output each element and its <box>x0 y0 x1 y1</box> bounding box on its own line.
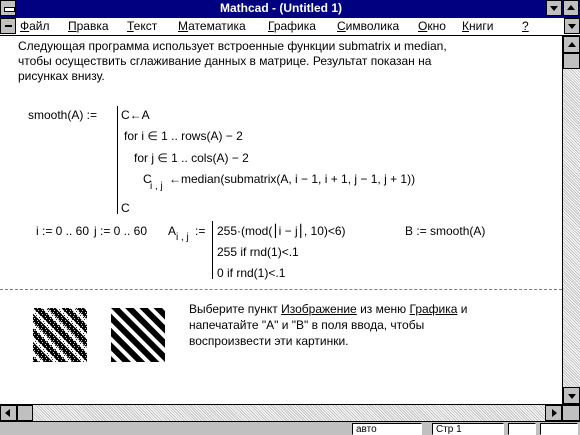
menu-bar <box>0 18 580 36</box>
menu-window[interactable]: Окно <box>418 19 446 33</box>
image-b[interactable] <box>111 308 165 362</box>
case-3[interactable]: 0 if rnd(1)<.1 <box>217 266 286 280</box>
scroll-up-button[interactable] <box>563 36 580 53</box>
window-title: Mathcad - (Untitled 1) <box>220 1 342 15</box>
status-field-empty-1 <box>508 423 536 435</box>
program-line-5[interactable]: C <box>121 201 130 215</box>
link-image: Изображение <box>281 302 357 316</box>
range-j[interactable]: j := 0 .. 60 <box>94 224 148 238</box>
worksheet[interactable] <box>0 36 562 404</box>
status-field-empty-2 <box>540 423 578 435</box>
maximize-icon <box>567 5 575 10</box>
arrow-left-icon <box>5 409 10 417</box>
scroll-down-button[interactable] <box>563 387 580 404</box>
intro-line-3: рисунках внизу. <box>18 69 105 83</box>
page-number-field: Стр 1 <box>432 423 504 435</box>
scroll-right-button[interactable] <box>545 405 562 421</box>
arrow-right-icon <box>552 409 557 417</box>
maximize-button[interactable] <box>563 0 579 16</box>
scroll-left-button[interactable] <box>0 405 17 421</box>
minimize-icon <box>550 6 558 11</box>
system-menu-button[interactable] <box>0 0 16 16</box>
case-2[interactable]: 255 if rnd(1)<.1 <box>217 245 299 259</box>
program-c-subscript: i , j <box>150 181 163 192</box>
vertical-scroll-thumb[interactable] <box>563 53 580 69</box>
minimize-icon <box>568 24 576 29</box>
arrow-down-icon <box>568 394 576 399</box>
horizontal-scrollbar[interactable] <box>0 404 580 421</box>
menu-help[interactable]: ? <box>522 19 529 33</box>
title-bar <box>0 0 580 18</box>
instruction-line-2: напечатайте "A" и "B" в поля ввода, чтобы <box>189 318 425 332</box>
smooth-function-name[interactable]: smooth(A) := <box>28 108 98 122</box>
status-bar <box>0 421 580 435</box>
menu-graphics[interactable]: Графика <box>268 19 316 33</box>
menu-edit[interactable]: Правка <box>68 19 109 33</box>
menu-books[interactable]: Книги <box>462 19 494 33</box>
minimize-button[interactable] <box>546 0 562 16</box>
program-line-2[interactable]: for i ∈ 1 .. rows(A) − 2 <box>124 129 243 143</box>
calc-mode-field: авто <box>352 423 422 435</box>
page-break-line <box>0 289 562 290</box>
horizontal-scroll-thumb[interactable] <box>17 405 33 421</box>
menu-symbolics[interactable]: Символика <box>337 19 400 33</box>
program-line-1[interactable]: C←A <box>121 108 150 122</box>
matrix-a-symbol[interactable]: A <box>168 224 177 238</box>
size-grip <box>562 405 580 421</box>
cases-bar <box>212 221 213 279</box>
menu-text[interactable]: Текст <box>127 19 158 33</box>
vertical-scrollbar[interactable] <box>562 36 580 404</box>
arrow-up-icon <box>568 42 576 47</box>
case-1[interactable]: 255·(mod(⎮i − j⎮, 10)<6) <box>217 224 346 238</box>
b-definition[interactable]: B := smooth(A) <box>405 224 486 238</box>
instruction-line-3: воспроизвести эти картинки. <box>189 334 349 348</box>
image-a[interactable] <box>33 308 87 362</box>
intro-line-2: чтобы осуществить сглаживание данных в матрице. Результат показан на <box>18 54 432 68</box>
program-bar <box>117 106 118 214</box>
menu-file[interactable]: Файл <box>20 19 50 33</box>
program-line-4-rhs[interactable]: ←median(submatrix(A, i − 1, i + 1, j − 1, j + 1)) <box>169 172 416 186</box>
matrix-a-subscript: i , j <box>176 232 189 243</box>
document-minimize-button[interactable] <box>564 18 580 34</box>
program-line-3[interactable]: for j ∈ 1 .. cols(A) − 2 <box>134 151 249 165</box>
intro-line-1: Следующая программа использует встроенные функции submatrix и median, <box>18 39 447 53</box>
instruction-line-1: Выберите пункт Изображение из меню Графика и <box>189 302 468 316</box>
menu-math[interactable]: Математика <box>178 19 246 33</box>
matrix-a-assign: := <box>195 224 206 238</box>
program-c-symbol: C <box>143 172 152 186</box>
link-graphics: Графика <box>409 302 458 316</box>
range-i[interactable]: i := 0 .. 60 <box>36 224 90 238</box>
document-control-menu[interactable] <box>0 18 16 34</box>
